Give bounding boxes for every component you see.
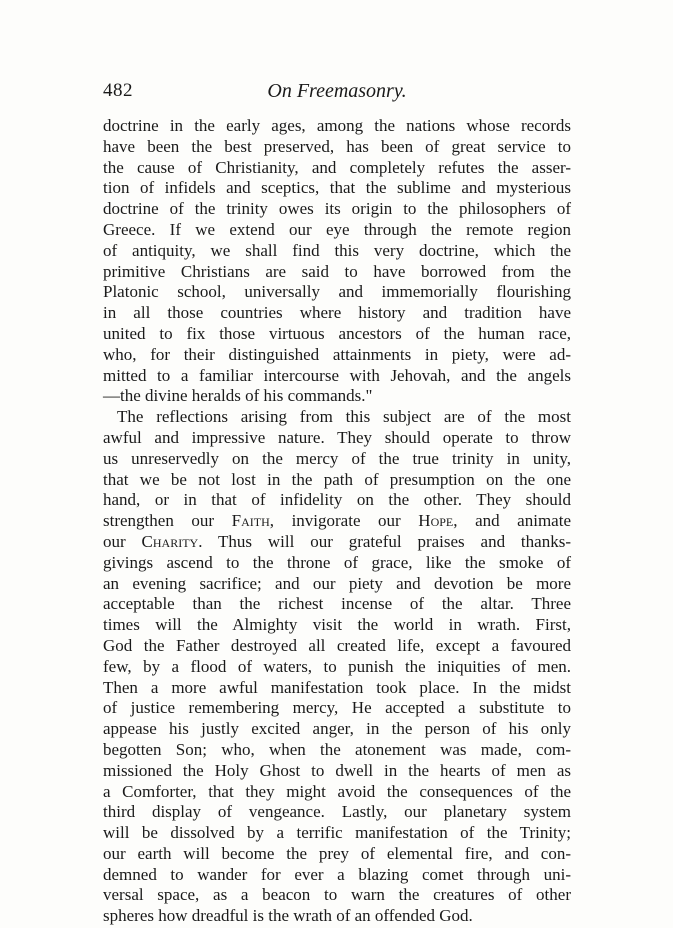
body-text bbox=[103, 116, 571, 927]
text-line: The reflections arising from this subject are of the most bbox=[117, 407, 571, 427]
text-line: will be dissolved by a terrific manifestation of the Trinity; bbox=[103, 823, 571, 843]
text-line: of antiquity, we shall find this very doctrine, which the bbox=[103, 240, 571, 260]
text-run: , invigorate our bbox=[269, 511, 419, 531]
text-line: have been the best preserved, has been of great service to bbox=[103, 136, 571, 156]
text-run: . Thus will our grateful praises and thanks- bbox=[198, 531, 571, 551]
text-line: the cause of Christianity, and completely refutes the asser- bbox=[103, 157, 571, 177]
text-line: doctrine of the trinity owes its origin to the philosophers of bbox=[103, 199, 571, 219]
text-line: missioned the Holy Ghost to dwell in the hearts of men as bbox=[103, 760, 571, 780]
text-line: givings ascend to the throne of grace, like the smoke of bbox=[103, 552, 571, 572]
faith-small-caps: Faith bbox=[231, 511, 270, 531]
text-line: tion of infidels and sceptics, that the sublime and mysterious bbox=[103, 178, 571, 198]
text-line-charity bbox=[103, 532, 571, 553]
text-line: who, for their distinguished attainments in piety, were ad- bbox=[103, 344, 571, 364]
page-number: 482 bbox=[103, 80, 133, 101]
text-line: versal space, as a beacon to warn the creatures of other bbox=[103, 885, 571, 905]
text-line: in all those countries where history and tradition have bbox=[103, 303, 571, 323]
text-line: God the Father destroyed all created life, except a favoured bbox=[103, 635, 571, 655]
paragraph-2 bbox=[103, 407, 571, 927]
text-line: primitive Christians are said to have borrowed from the bbox=[103, 261, 571, 281]
text-line: Greece. If we extend our eye through the remote region bbox=[103, 219, 571, 239]
text-run: strengthen our bbox=[103, 511, 232, 531]
text-line: appease his justly excited anger, in the person of his only bbox=[103, 719, 571, 739]
text-run: , and animate bbox=[453, 511, 571, 531]
text-line: united to fix those virtuous ancestors of the human race, bbox=[103, 323, 571, 343]
text-line: a Comforter, that they might avoid the consequences of the bbox=[103, 781, 571, 801]
text-line: mitted to a familiar intercourse with Jehovah, and the angels bbox=[103, 365, 571, 385]
text-run: our bbox=[103, 531, 142, 551]
text-line: third display of vengeance. Lastly, our planetary system bbox=[103, 802, 571, 822]
text-line: Platonic school, universally and immemorially flourishing bbox=[103, 282, 571, 302]
paragraph-1 bbox=[103, 116, 571, 407]
text-line: acceptable than the richest incense of the altar. Three bbox=[103, 594, 571, 614]
text-line: demned to wander for ever a blazing comet through uni- bbox=[103, 864, 571, 884]
text-line: of justice remembering mercy, He accepted a substitute to bbox=[103, 698, 571, 718]
text-line: Then a more awful manifestation took place. In the midst bbox=[103, 677, 571, 697]
text-line: hand, or in that of infidelity on the other. They should bbox=[103, 490, 571, 510]
hope-small-caps: Hope bbox=[418, 511, 454, 531]
text-line: few, by a flood of waters, to punish the iniquities of men. bbox=[103, 656, 571, 676]
text-line: our earth will become the prey of elemental fire, and con- bbox=[103, 843, 571, 863]
text-line: awful and impressive nature. They should operate to throw bbox=[103, 427, 571, 447]
running-title: On Freemasonry. bbox=[267, 80, 407, 102]
charity-small-caps: Charity bbox=[141, 531, 199, 551]
text-line: doctrine in the early ages, among the nations whose records bbox=[103, 116, 571, 135]
text-line: that we be not lost in the path of presumption on the one bbox=[103, 469, 571, 489]
text-line: begotten Son; who, when the atonement was made, com- bbox=[103, 739, 571, 759]
text-line: —the divine heralds of his commands." bbox=[103, 386, 373, 406]
text-line-virtues bbox=[103, 511, 571, 532]
text-line: times will the Almighty visit the world in wrath. First, bbox=[103, 615, 571, 635]
text-line: spheres how dreadful is the wrath of an offended God. bbox=[103, 906, 473, 926]
text-line: an evening sacrifice; and our piety and devotion be more bbox=[103, 573, 571, 593]
text-line: us unreservedly on the mercy of the true trinity in unity, bbox=[103, 448, 571, 468]
page-header bbox=[103, 80, 571, 106]
